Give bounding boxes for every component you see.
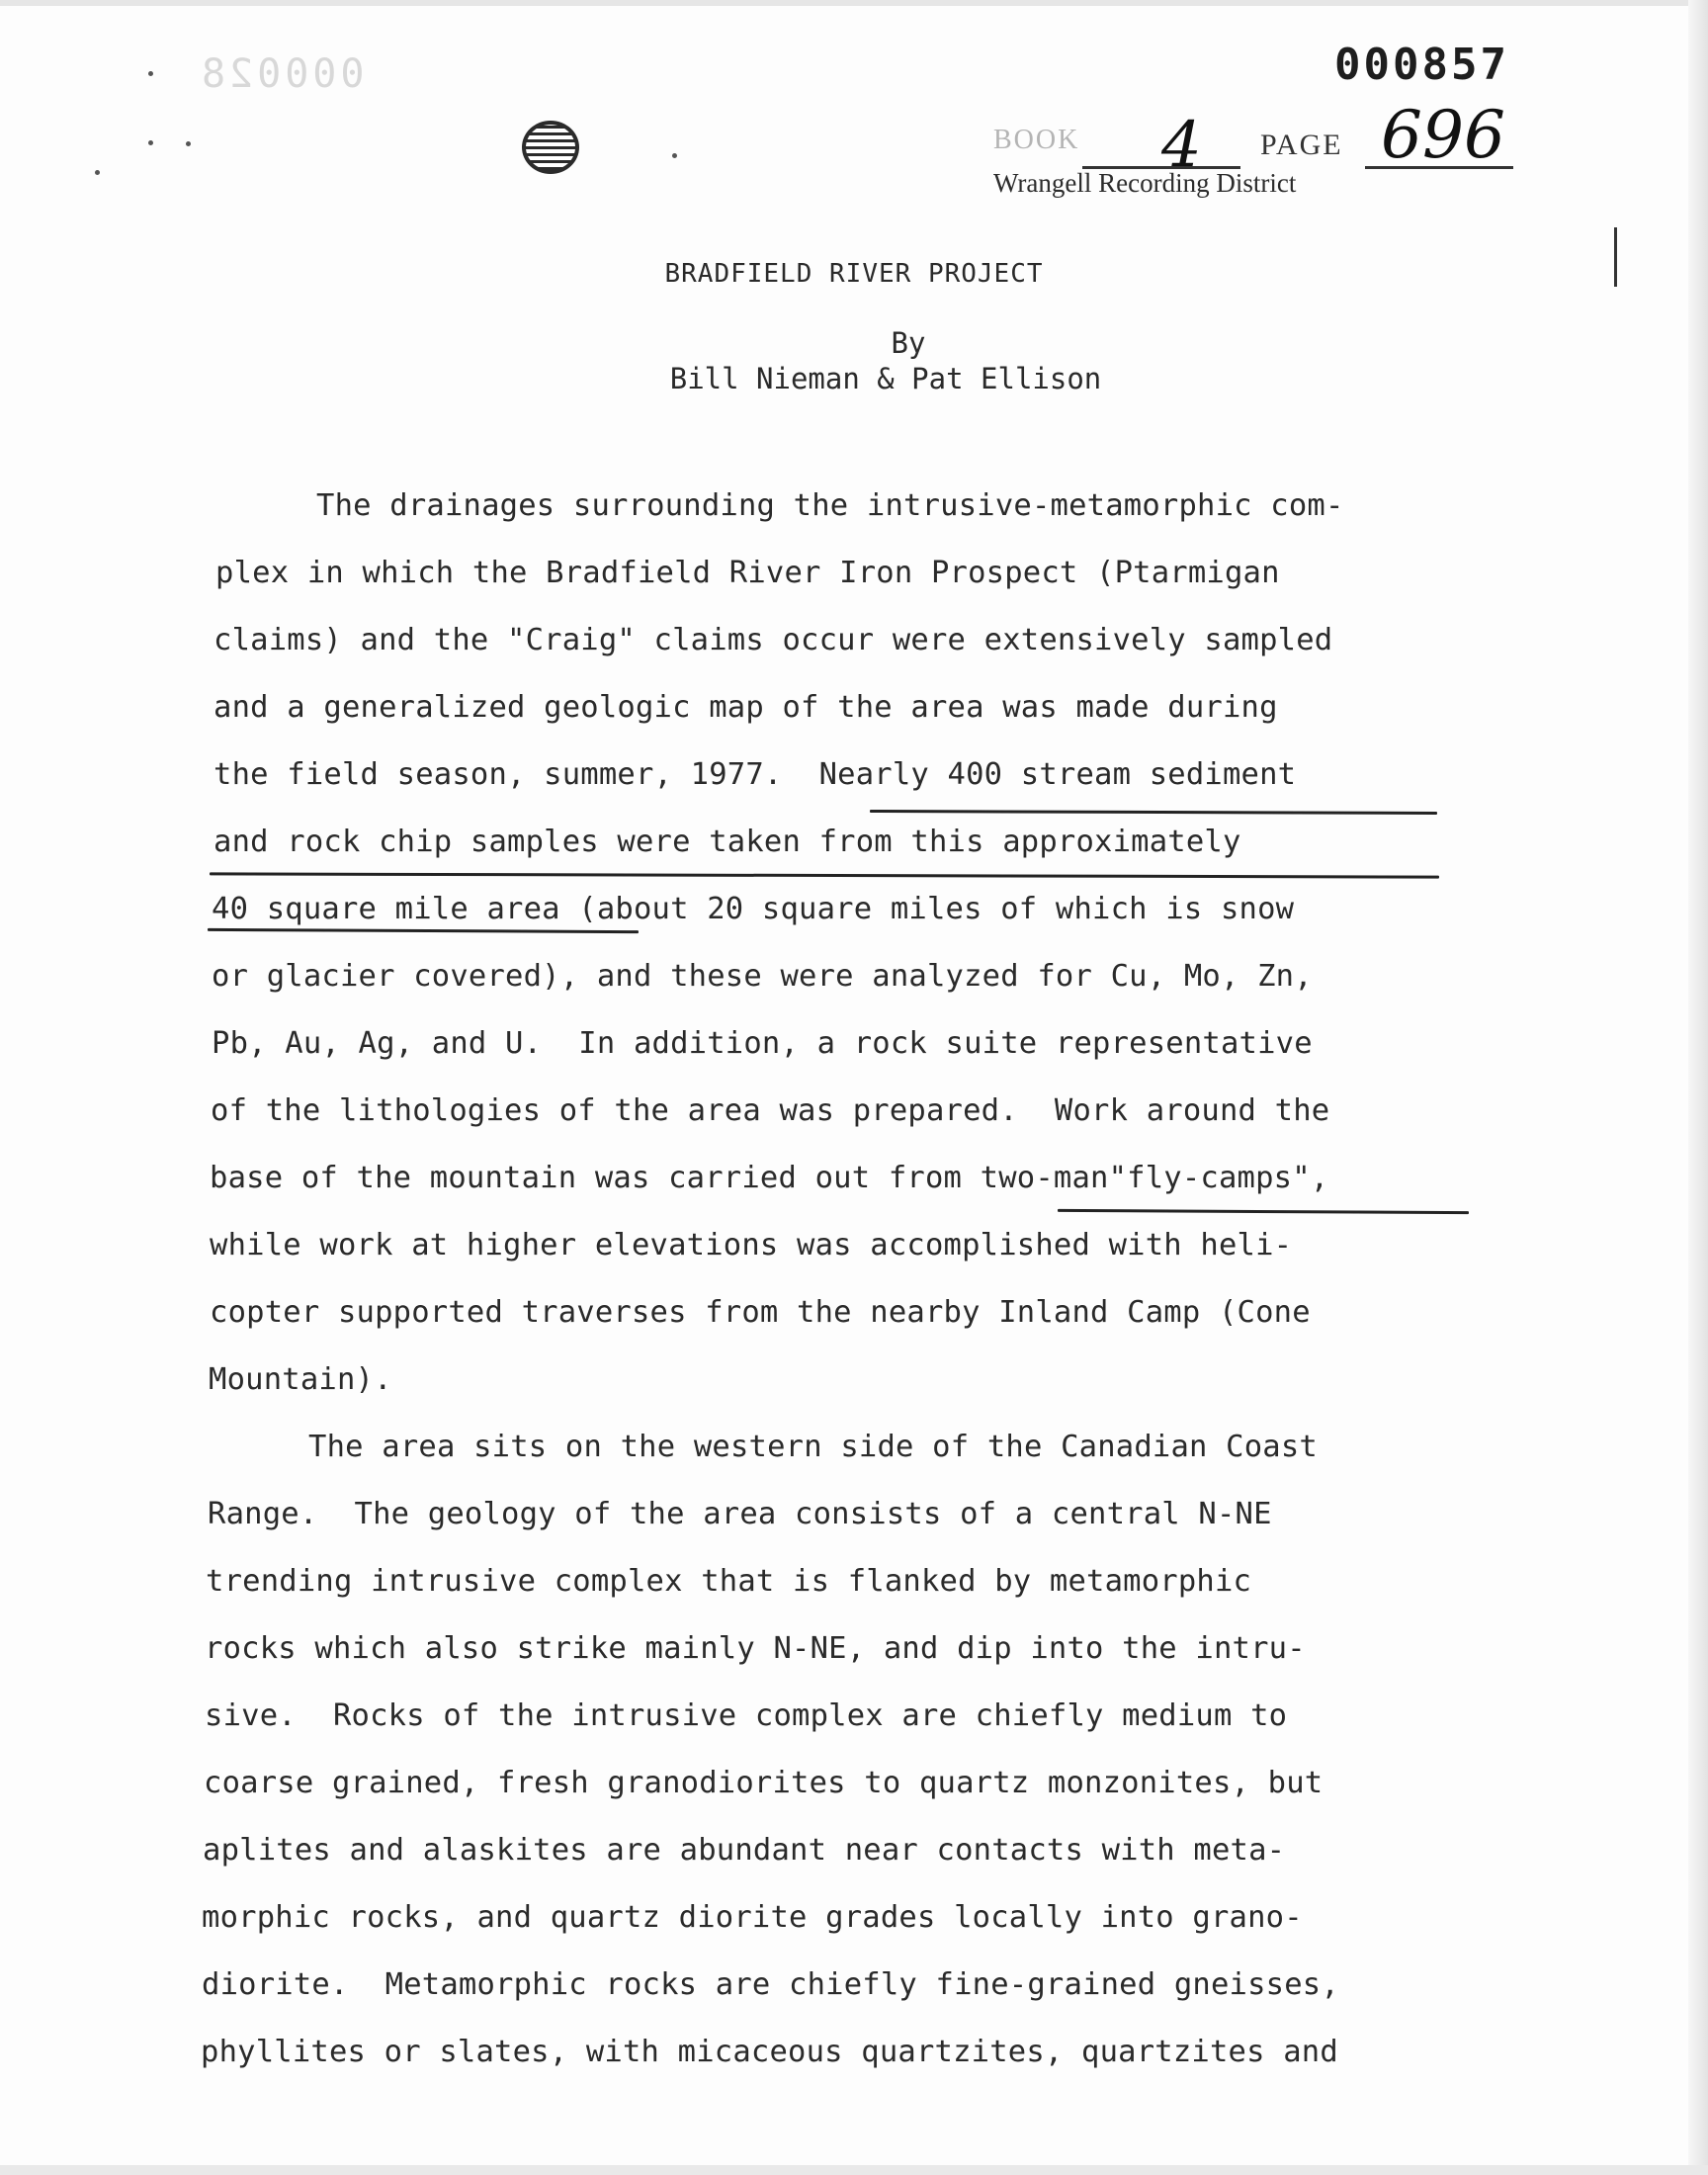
paragraph-1-line: the field season, summer, 1977. Nearly 400 stream sediment <box>214 757 1297 792</box>
paragraph-2-line: trending intrusive complex that is flanked by metamorphic <box>206 1564 1252 1599</box>
paragraph-1-line: while work at higher elevations was accomplished with heli- <box>210 1228 1293 1262</box>
paragraph-2-line: sive. Rocks of the intrusive complex are chiefly medium to <box>205 1698 1288 1733</box>
seal-stamp-icon <box>522 121 579 174</box>
paragraph-1-line: plex in which the Bradfield River Iron Prospect (Ptarmigan <box>215 556 1280 590</box>
page-number: 696 <box>1381 97 1505 173</box>
paragraph-1-line: copter supported traverses from the nearby Inland Camp (Cone <box>210 1295 1311 1330</box>
page-label: PAGE <box>1260 129 1343 161</box>
paragraph-2-line: phyllites or slates, with micaceous quartzites, quartzites and <box>201 2035 1338 2069</box>
bleed-through-number: 000028 <box>198 51 365 97</box>
paragraph-2-line: The area sits on the western side of the Canadian Coast <box>308 1430 1318 1464</box>
paragraph-1-line: 40 square mile area (about 20 square miles of which is snow <box>212 892 1295 926</box>
speck-mark <box>186 141 191 146</box>
paragraph-1-line: of the lithologies of the area was prepared. Work around the <box>211 1093 1330 1128</box>
pen-underline <box>1058 1209 1469 1214</box>
paragraph-1-line: and rock chip samples were taken from this approximately <box>214 825 1241 859</box>
page-top-edge <box>0 0 1708 6</box>
paragraph-1-line: Pb, Au, Ag, and U. In addition, a rock suite representative <box>212 1026 1313 1061</box>
speck-mark <box>95 170 100 175</box>
paragraph-1-line: base of the mountain was carried out from two-man"fly-camps", <box>210 1161 1329 1195</box>
paragraph-1-line: and a generalized geologic map of the area was made during <box>214 690 1278 725</box>
book-number: 4 <box>1161 109 1202 182</box>
paragraph-2-line: aplites and alaskites are abundant near contacts with meta- <box>203 1833 1286 1868</box>
page-bottom-edge <box>0 2165 1708 2175</box>
speck-mark <box>148 71 153 76</box>
paragraph-1-line: Mountain). <box>209 1362 392 1397</box>
paragraph-2-line: morphic rocks, and quartz diorite grades locally into grano- <box>202 1900 1303 1935</box>
pen-underline <box>870 810 1437 815</box>
paragraph-2-line: coarse grained, fresh granodiorites to quartz monzonites, but <box>204 1766 1324 1800</box>
recording-stamp <box>993 97 1505 204</box>
paragraph-1-line: or glacier covered), and these were analyzed for Cu, Mo, Zn, <box>212 959 1313 994</box>
paragraph-2-line: rocks which also strike mainly N-NE, and dip into the intru- <box>205 1631 1306 1666</box>
byline-by: By <box>891 326 926 360</box>
document-number-stamp: 000857 <box>1334 40 1509 90</box>
pen-underline <box>210 872 1439 878</box>
paragraph-2-line: Range. The geology of the area consists of a central N-NE <box>208 1497 1272 1531</box>
pen-underline <box>208 928 639 933</box>
book-label: BOOK <box>993 125 1080 155</box>
authors: Bill Nieman & Pat Ellison <box>669 362 1102 395</box>
document-title: BRADFIELD RIVER PROJECT <box>664 259 1044 289</box>
paragraph-2-line: diorite. Metamorphic rocks are chiefly fine-grained gneisses, <box>202 1967 1339 2002</box>
speck-mark <box>148 140 153 145</box>
paragraph-1-line: claims) and the "Craig" claims occur were extensively sampled <box>214 623 1333 657</box>
speck-mark <box>672 153 677 158</box>
paragraph-1-line: The drainages surrounding the intrusive-metamorphic com- <box>316 488 1344 523</box>
recording-district: Wrangell Recording District <box>993 168 1297 198</box>
